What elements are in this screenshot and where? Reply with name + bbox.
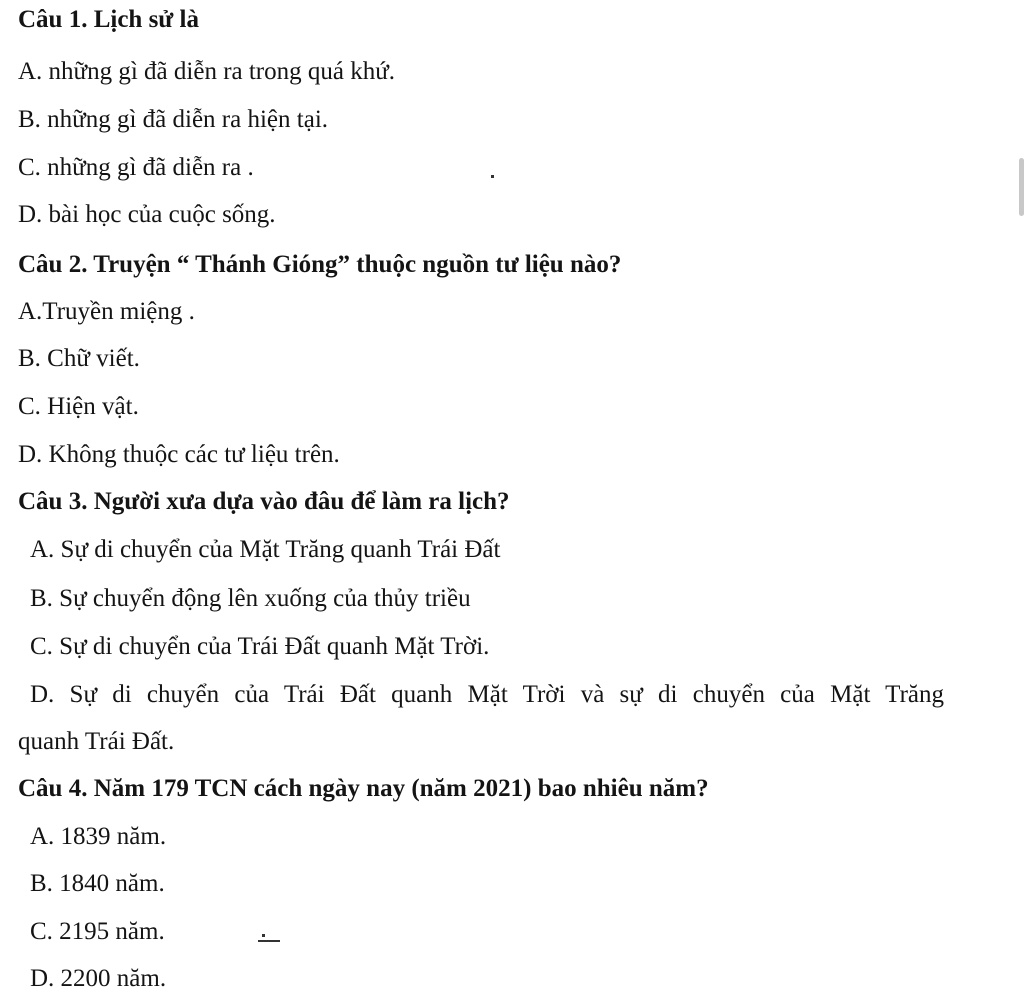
- question-4-option-c: C. 2195 năm.: [30, 918, 165, 945]
- vertical-scrollbar[interactable]: [1019, 158, 1024, 216]
- question-3-title: Câu 3. Người xưa dựa vào đâu để làm ra lịch?: [18, 488, 510, 515]
- stray-underline-mark: [258, 940, 280, 942]
- question-3-option-d-continuation: quanh Trái Đất.: [18, 728, 175, 755]
- question-1-option-b: B. những gì đã diễn ra hiện tại.: [18, 106, 329, 133]
- stray-dot-mark-2: [262, 934, 265, 937]
- question-2-title: Câu 2. Truyện “ Thánh Gióng” thuộc nguồn tư liệu nào?: [18, 251, 622, 278]
- question-1-option-a: A. những gì đã diễn ra trong quá khứ.: [18, 58, 396, 85]
- question-1-title: Câu 1. Lịch sử là: [18, 6, 200, 33]
- question-3-option-a: A. Sự di chuyển của Mặt Trăng quanh Trái Đất: [30, 536, 501, 563]
- question-2-option-c: C. Hiện vật.: [18, 393, 139, 420]
- stray-dot-mark: [491, 175, 494, 178]
- question-3-option-d: D. Sự di chuyển của Trái Đất quanh Mặt Trời và sự di chuyển của Mặt Trăng: [30, 681, 944, 708]
- question-3-option-b: B. Sự chuyển động lên xuống của thủy triều: [30, 585, 471, 612]
- question-1-option-c: C. những gì đã diễn ra .: [18, 154, 254, 181]
- question-4-option-d: D. 2200 năm.: [30, 965, 167, 992]
- question-4-option-a: A. 1839 năm.: [30, 823, 167, 850]
- question-4-title: Câu 4. Năm 179 TCN cách ngày nay (năm 2021) bao nhiêu năm?: [18, 775, 709, 802]
- question-2-option-d: D. Không thuộc các tư liệu trên.: [18, 441, 340, 468]
- question-3-option-c: C. Sự di chuyển của Trái Đất quanh Mặt Trời.: [30, 633, 490, 660]
- question-2-option-b: B. Chữ viết.: [18, 345, 140, 372]
- question-2-option-a: A.Truyền miệng .: [18, 298, 195, 325]
- question-4-option-b: B. 1840 năm.: [30, 870, 165, 897]
- question-1-option-d: D. bài học của cuộc sống.: [18, 201, 276, 228]
